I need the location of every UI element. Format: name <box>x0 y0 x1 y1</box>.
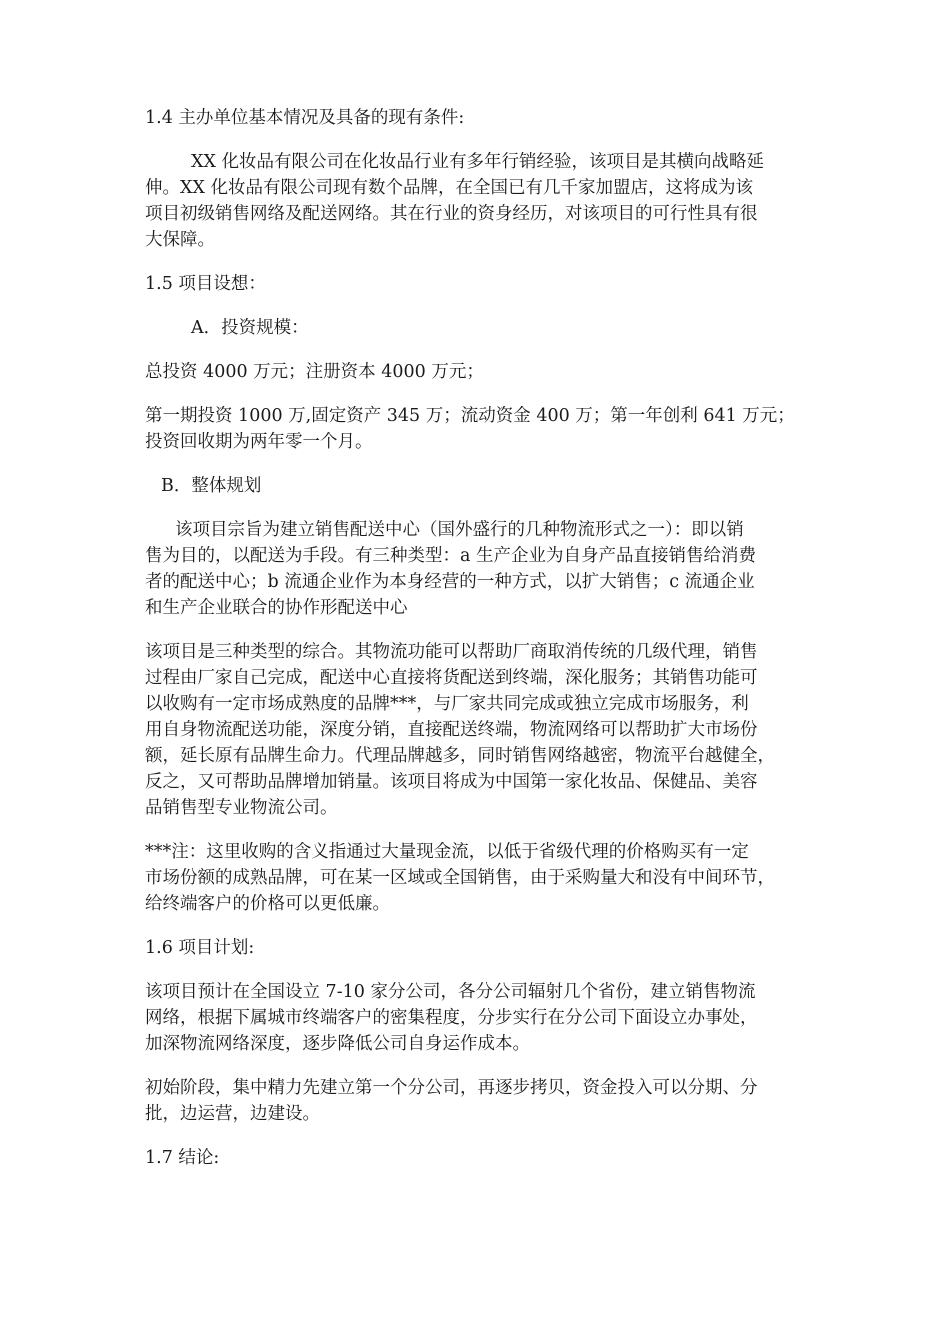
paragraph-first-phase <box>145 403 815 455</box>
text-line: 市场份额的成熟品牌，可在某一区域或全国销售，由于采购量大和没有中间环节， <box>145 868 775 888</box>
heading-1-4 <box>145 105 815 131</box>
heading-1-7 <box>145 1145 815 1171</box>
text-line: 网络，根据下属城市终端客户的密集程度，分步实行在分公司下面设立办事处， <box>145 1008 758 1028</box>
paragraph-1-4 <box>145 149 815 253</box>
heading-text: 1.7 结论: <box>145 1148 220 1168</box>
text-line: 项目初级销售网络及配送网络。其在行业的资身经历，对该项目的可行性具有很 <box>145 204 758 224</box>
heading-1-5 <box>145 271 815 297</box>
text-line: 给终端客户的价格可以更低廉。 <box>145 894 390 914</box>
paragraph-note <box>145 839 815 917</box>
text-line: 反之，又可帮助品牌增加销量。该项目将成为中国第一家化妆品、保健品、美容 <box>145 772 758 792</box>
text-line: 该项目宗旨为建立销售配送中心（国外盛行的几种物流形式之一）：即以销 <box>175 520 744 540</box>
text-line: ***注：这里收购的含义指通过大量现金流，以低于省级代理的价格购买有一定 <box>145 842 749 862</box>
text-line: 以收购有一定市场成熟度的品牌***，与厂家共同完成或独立完成市场服务，利 <box>145 694 749 714</box>
text-line: 大保障。 <box>145 230 215 250</box>
heading-text: 1.5 项目设想： <box>145 274 266 294</box>
subheading-text: A．投资规模： <box>191 318 309 338</box>
text-line: 售为目的，以配送为手段。有三种类型：a 生产企业为自身产品直接销售给消费 <box>145 546 756 566</box>
text-line: 伸。XX 化妆品有限公司现有数个品牌，在全国已有几千家加盟店，这将成为该 <box>145 178 753 198</box>
paragraph-branches <box>145 979 815 1057</box>
text-line: 品销售型专业物流公司。 <box>145 798 338 818</box>
text-line: 第一期投资 1000 万,固定资产 345 万；流动资金 400 万；第一年创利 641 万元； <box>145 406 795 426</box>
paragraph-purpose <box>145 517 815 621</box>
subheading-a <box>145 315 815 341</box>
heading-text: 1.6 项目计划: <box>145 938 255 958</box>
text-line: 投资回收期为两年零一个月。 <box>145 432 373 452</box>
text-line: XX 化妆品有限公司在化妆品行业有多年行销经验，该项目是其横向战略延 <box>191 152 764 172</box>
subheading-text: B．整体规划 <box>161 476 262 496</box>
text-line: 初始阶段，集中精力先建立第一个分公司，再逐步拷贝，资金投入可以分期、分 <box>145 1078 758 1098</box>
subheading-b <box>145 473 815 499</box>
paragraph-initial-stage <box>145 1075 815 1127</box>
text-line: 总投资 4000 万元；注册资本 4000 万元； <box>145 362 484 382</box>
text-line: 用自身物流配送功能，深度分销，直接配送终端，物流网络可以帮助扩大市场份 <box>145 720 758 740</box>
text-line: 和生产企业联合的协作形配送中心 <box>145 598 408 618</box>
text-line: 者的配送中心；b 流通企业作为本身经营的一种方式，以扩大销售；c 流通企业 <box>145 572 755 592</box>
text-line: 加深物流网络深度，逐步降低公司自身运作成本。 <box>145 1034 530 1054</box>
text-line: 批，边运营，边建设。 <box>145 1104 320 1124</box>
paragraph-total-investment <box>145 359 815 385</box>
text-line: 该项目预计在全国设立 7-10 家分公司，各分公司辐射几个省份，建立销售物流 <box>145 982 756 1002</box>
heading-text: 1.4 主办单位基本情况及具备的现有条件: <box>145 108 465 128</box>
document-page <box>145 105 815 1171</box>
text-line: 过程由厂家自己完成，配送中心直接将货配送到终端，深化服务；其销售功能可 <box>145 668 758 688</box>
text-line: 额，延长原有品牌生命力。代理品牌越多，同时销售网络越密，物流平台越健全， <box>145 746 775 766</box>
paragraph-synthesis <box>145 639 815 821</box>
text-line: 该项目是三种类型的综合。其物流功能可以帮助厂商取消传统的几级代理，销售 <box>145 642 758 662</box>
heading-1-6 <box>145 935 815 961</box>
